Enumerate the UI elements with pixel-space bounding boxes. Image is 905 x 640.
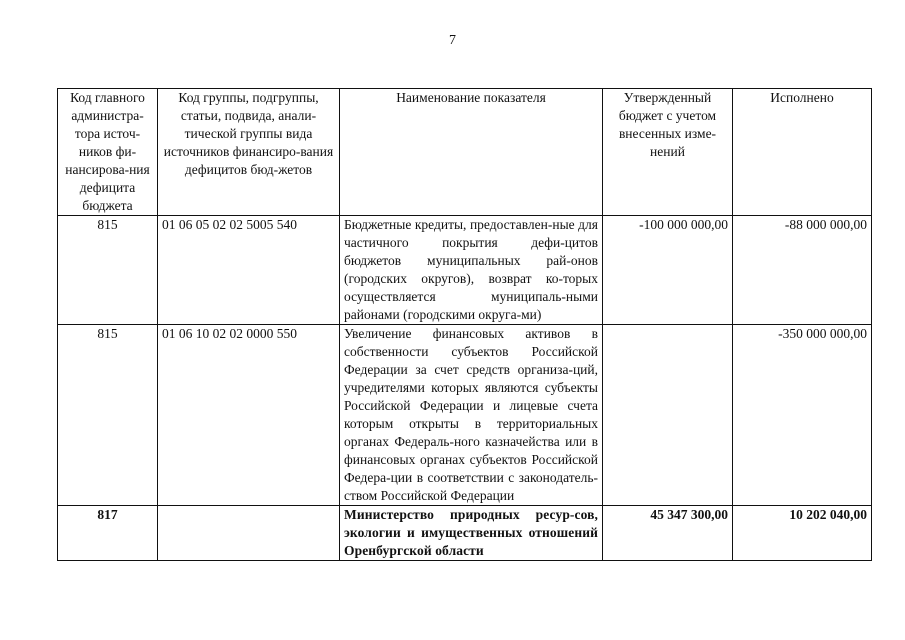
indicator-name-cell: Увеличение финансовых активов в собственности субъектов Российской Федерации за счет средств организа-ций, учредителями которых являются субъекты Российской Федерации и лицевые счета которым открыты в территориальных органах Федераль-ного казначейства или в финансовых органах субъектов Российской Федера-ции в соответствии с законодатель-ством Российской Федерации [340,325,603,506]
table-row [58,216,872,325]
header-indicator-name: Наименование показателя [340,89,603,216]
header-admin-code: Код главного администра-тора источ-ников фи-нансирова-ния дефицита бюджета [58,89,158,216]
executed-amount-cell: -88 000 000,00 [733,216,872,325]
table-row [58,325,872,506]
header-approved-budget: Утвержденный бюджет с учетом внесенных изме-нений [603,89,733,216]
source-code-cell [158,506,340,561]
admin-code-cell: 817 [58,506,158,561]
executed-amount-cell: -350 000 000,00 [733,325,872,506]
admin-code-cell: 815 [58,325,158,506]
source-code-cell: 01 06 05 02 02 5005 540 [158,216,340,325]
approved-amount-cell [603,325,733,506]
approved-amount-cell: 45 347 300,00 [603,506,733,561]
indicator-name-cell: Министерство природных ресур-сов, экологии и имущественных отношений Оренбургской области [340,506,603,561]
executed-amount-cell: 10 202 040,00 [733,506,872,561]
table-header-row [58,89,872,216]
source-code-cell: 01 06 10 02 02 0000 550 [158,325,340,506]
indicator-name-cell: Бюджетные кредиты, предоставлен-ные для частичного покрытия дефи-цитов бюджетов муниципальных рай-онов (городских округов), возврат ко-торых осуществляется муниципаль-ными районами (городскими округа-ми) [340,216,603,325]
header-executed: Исполнено [733,89,872,216]
table-row [58,506,872,561]
page-number: 7 [449,33,456,48]
budget-sources-table [57,88,872,561]
header-source-code: Код группы, подгруппы, статьи, подвида, анали-тической группы вида источников финансиро-вания дефицитов бюд-жетов [158,89,340,216]
approved-amount-cell: -100 000 000,00 [603,216,733,325]
admin-code-cell: 815 [58,216,158,325]
